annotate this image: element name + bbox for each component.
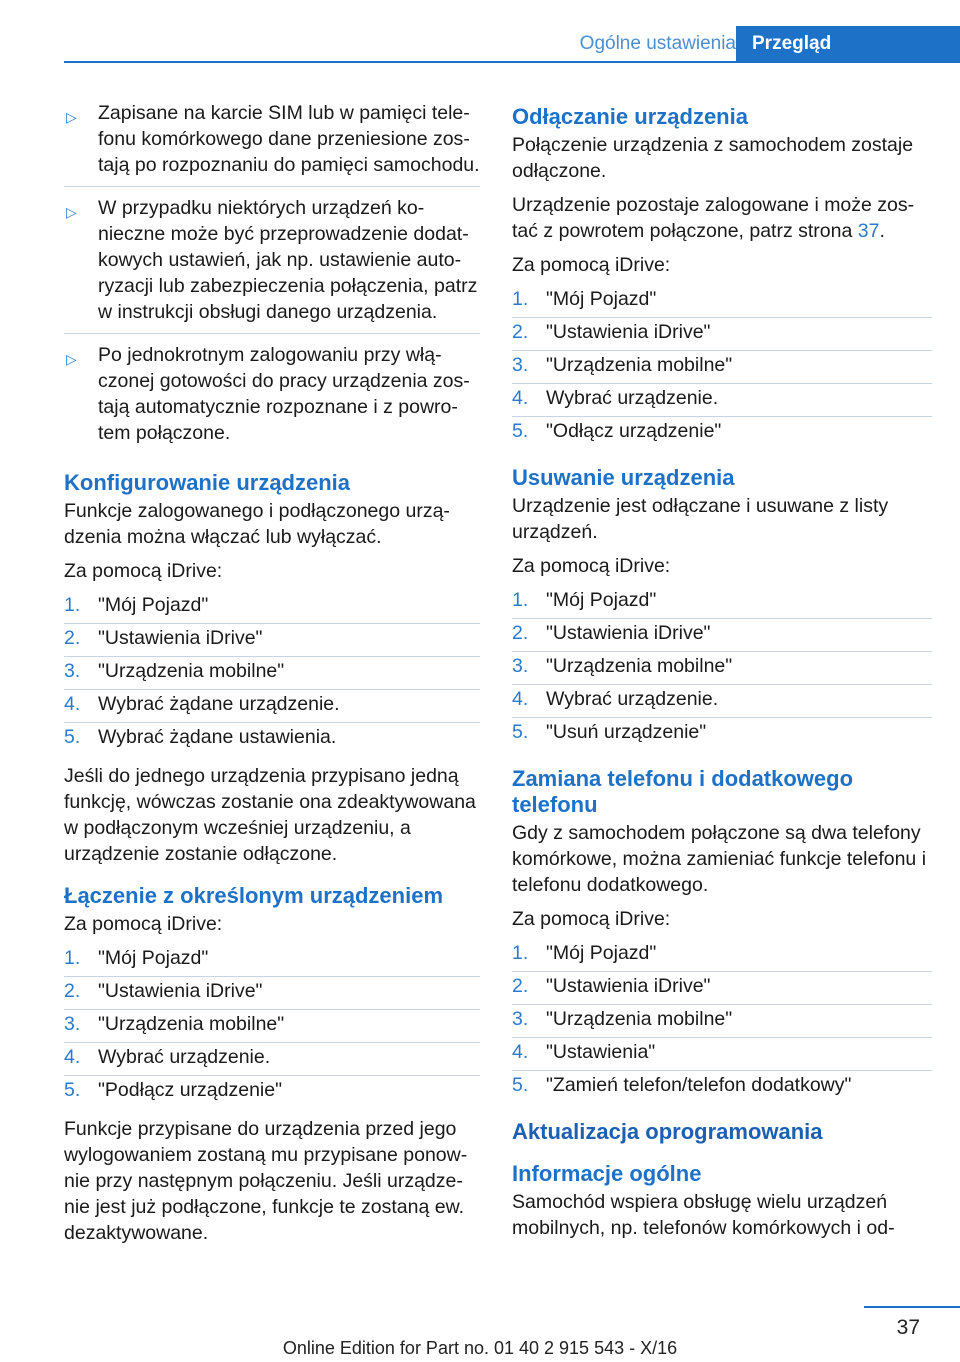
step-item: 5. Wybrać żądane ustawienia.: [64, 726, 337, 748]
step-item: 4. Wybrać urządzenie.: [64, 1044, 480, 1076]
step-item: 2. "Ustawienia iDrive": [512, 973, 932, 1005]
triangle-bullet-icon: ▷: [66, 109, 77, 125]
step-item: 3. "Urządzenia mobilne": [512, 653, 932, 685]
bullet-item: [64, 100, 480, 187]
step-item: 3. "Urządzenia mobilne": [512, 352, 932, 384]
paragraph: Funkcje przypisane do urządzenia przed jego wylogowaniem zostaną mu przypisane ponownie przy następnym połączeniu. Jeśli urządzenie jest już podłączone, funkcje te zostaną ew. dezaktywowane.: [64, 1118, 468, 1244]
step-item: 2. "Ustawienia iDrive": [512, 319, 932, 351]
paragraph: Jeśli do jednego urządzenia przypisano jedną funkcję, wówczas zostanie ona zdeaktywowana w podłączonym wcześniej urządzeniu, a urządzenie zostanie odłączone.: [64, 765, 476, 865]
steps-list: [512, 286, 932, 449]
paragraph-via-idrive: Za pomocą iDrive:: [512, 908, 671, 930]
header-section-title: Ogólne ustawienia: [579, 33, 736, 54]
footer-edition-text: Online Edition for Part no. 01 40 2 915 543 - X/16: [282, 1338, 678, 1358]
paragraph: Funkcje zalogowanego i podłączonego urządzenia można włączać lub wyłączać.: [64, 500, 450, 548]
step-item: 4. Wybrać urządzenie.: [512, 686, 932, 718]
step-item: 1. "Mój Pojazd": [64, 592, 480, 624]
triangle-bullet-icon: ▷: [66, 351, 77, 367]
footer-rule: [864, 1306, 960, 1308]
step-item: 2. "Ustawienia iDrive": [512, 620, 932, 652]
step-item: 5. "Zamień telefon/telefon dodatkowy": [512, 1074, 852, 1096]
step-item: 1. "Mój Pojazd": [64, 945, 480, 977]
bullet-text: W przypadku niektórych urządzeń konieczne może być przeprowadzenie dodatkowych ustawień, jak np. ustawienie autoryzacji lub zabezpieczenia połączenia, patrz w instrukcji obsługi danego urządzenia.: [98, 197, 478, 323]
heading-connect-device: Łączenie z określonym urządzeniem: [64, 883, 444, 908]
right-column: [512, 100, 932, 1249]
steps-list: [512, 587, 932, 750]
heading-swap-phone: Zamiana telefonu i dodatkowego telefonu: [512, 766, 854, 817]
paragraph-via-idrive: Za pomocą iDrive:: [64, 560, 223, 582]
heading-remove-device: Usuwanie urządzenia: [512, 465, 735, 490]
step-item: 5. "Podłącz urządzenie": [64, 1079, 283, 1101]
header-chapter-tab: Przegląd: [736, 26, 960, 62]
paragraph: Połączenie urządzenia z samochodem zostaje odłączone.: [512, 134, 914, 182]
step-item: 4. Wybrać żądane urządzenie.: [64, 691, 480, 723]
step-item: 5. "Usuń urządzenie": [512, 721, 707, 743]
bullet-text: Po jednokrotnym zalogowaniu przy włączonej gotowości do pracy urządzenia zostają automatycznie rozpoznane i z powrotem połączone.: [98, 344, 470, 444]
step-item: 1. "Mój Pojazd": [512, 587, 932, 619]
bullet-item: [64, 195, 480, 334]
heading-configure-device: Konfigurowanie urządzenia: [64, 470, 351, 495]
bullet-item: [64, 342, 480, 454]
page-reference-link[interactable]: 37: [857, 220, 880, 242]
step-item: 2. "Ustawienia iDrive": [64, 978, 480, 1010]
heading-general-info: Informacje ogólne: [512, 1161, 702, 1186]
steps-list: [512, 940, 932, 1103]
step-item: 4. "Ustawienia": [512, 1039, 932, 1071]
step-item: 3. "Urządzenia mobilne": [64, 658, 480, 690]
left-column: [64, 100, 480, 1254]
paragraph-via-idrive: Za pomocą iDrive:: [512, 254, 671, 276]
step-item: 1. "Mój Pojazd": [512, 940, 932, 972]
bullet-text: Zapisane na karcie SIM lub w pamięci telefonu komórkowego dane przeniesione zostają po rozpoznaniu do pamięci samochodu.: [98, 102, 480, 176]
step-item: 2. "Ustawienia iDrive": [64, 625, 480, 657]
step-item: 5. "Odłącz urządzenie": [512, 420, 722, 442]
step-item: 3. "Urządzenia mobilne": [64, 1011, 480, 1043]
paragraph-via-idrive: Za pomocą iDrive:: [64, 913, 223, 935]
steps-list: [64, 945, 480, 1108]
paragraph-via-idrive: Za pomocą iDrive:: [512, 555, 671, 577]
page-number: 37: [896, 1316, 920, 1339]
paragraph: Gdy z samochodem połączone są dwa telefony komórkowe, można zamieniać funkcje telefonu i telefonu dodatkowego.: [512, 822, 927, 896]
paragraph: Urządzenie jest odłączane i usuwane z listy urządzeń.: [512, 495, 889, 543]
steps-list: [64, 592, 480, 755]
section-software-update: Aktualizacja oprogramowania: [512, 1119, 823, 1144]
header-rule: [64, 61, 960, 63]
step-item: 3. "Urządzenia mobilne": [512, 1006, 932, 1038]
page-header: [0, 0, 960, 62]
paragraph: Samochód wspiera obsługę wielu urządzeń mobilnych, np. telefonów komórkowych i od-: [512, 1191, 895, 1239]
step-item: 4. Wybrać urządzenie.: [512, 385, 932, 417]
paragraph: Urządzenie pozostaje zalogowane i może zostać z powrotem połączone, patrz strona 37.: [512, 194, 915, 242]
bullet-list: [64, 100, 480, 454]
step-item: 1. "Mój Pojazd": [512, 286, 932, 318]
heading-disconnect-device: Odłączanie urządzenia: [512, 104, 748, 129]
triangle-bullet-icon: ▷: [66, 204, 77, 220]
